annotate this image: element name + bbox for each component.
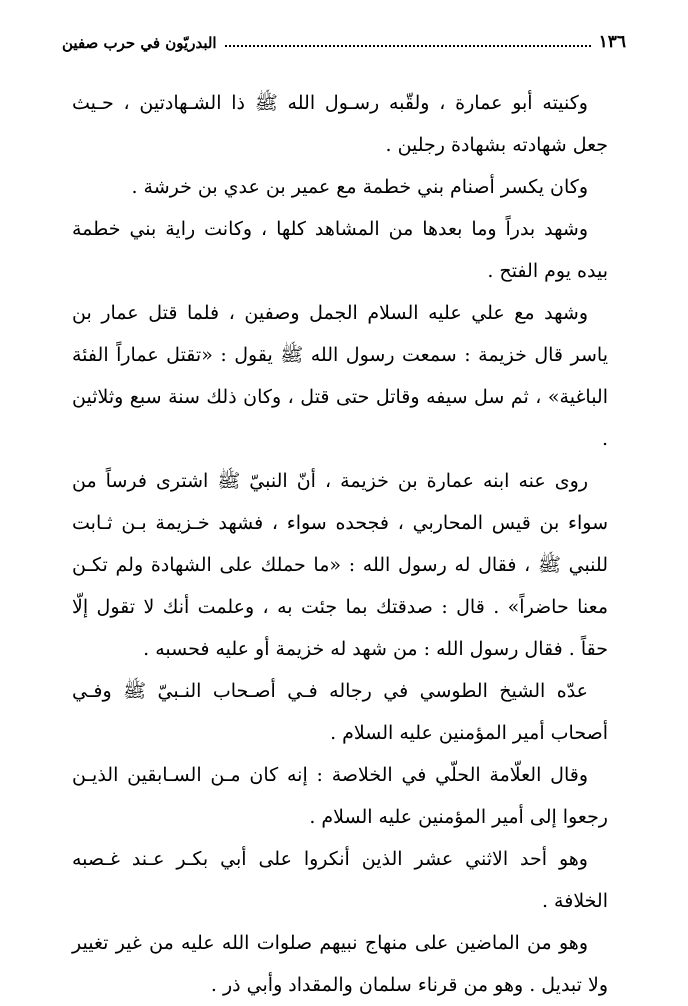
paragraph-tusi: عدّه الشيخ الطوسي في رجاله فـي أصـحاب النـبيّ ﷺ وفـي أصحاب أمير المؤمنين عليه السلام . [72, 680, 608, 744]
paragraph-idols: وكان يكسر أصنام بني خطمة مع عمير بن عدي بن خرشة . [131, 176, 588, 198]
header-dotted-leader [225, 44, 591, 47]
paragraph-hilli: وقال العلّامة الحلّي في الخلاصة : إنه كان مـن السـابقين الذيـن رجعوا إلى أمير المؤمنين عليه السلام . [72, 764, 608, 828]
paragraph-twelve: وهو أحد الاثني عشر الذين أنكروا على أبي بكـر عـند غـصبه الخلافة . [72, 848, 608, 912]
paragraph-kunya: وكنيته أبو عمارة ، ولقّبه رسـول الله ﷺ ذا الشـهادتين ، حـيث جعل شهادته بشهادة رجلين . [72, 92, 608, 156]
paragraph-badr: وشهد بدراً وما بعدها من المشاهد كلها ، وكانت راية بني خطمة بيده يوم الفتح . [72, 218, 608, 282]
page-body [72, 82, 608, 1006]
page-header [62, 28, 626, 52]
running-title: البدريّون في حرب صفين [62, 34, 217, 52]
page-number: ١٣٦ [598, 32, 626, 52]
paragraph-path: وهو من الماضين على منهاج نبيهم صلوات الله عليه من غير تغيير ولا تبديل . وهو من قرناء سلمان والمقداد وأبي ذر . [72, 932, 608, 996]
paragraph-horse-narration: روى عنه ابنه عمارة بن خزيمة ، أنّ النبيّ ﷺ اشترى فرساً من سواء بن قيس المحاربي ، فجحده سواء ، فشهد خـزيمة بـن ثـابت للنبي ﷺ ، فقال له رسول الله : «ما حملك على الشهادة ولم تكـن معنا حاضراً» . قال : صدقتك بما جئت به ، وعلمت أنك لا تقول إلّا حقاً . فقال رسول الله : من شهد له خزيمة أو عليه فحسبه . [72, 470, 608, 660]
paragraph-siffin: وشهد مع علي عليه السلام الجمل وصفين ، فلما قتل عمار بن ياسر قال خزيمة : سمعت رسول الله ﷺ يقول : «تقتل عماراً الفئة الباغية» ، ثم سل سيفه وقاتل حتى قتل ، وكان ذلك سنة سبع وثلاثين . [72, 302, 608, 450]
